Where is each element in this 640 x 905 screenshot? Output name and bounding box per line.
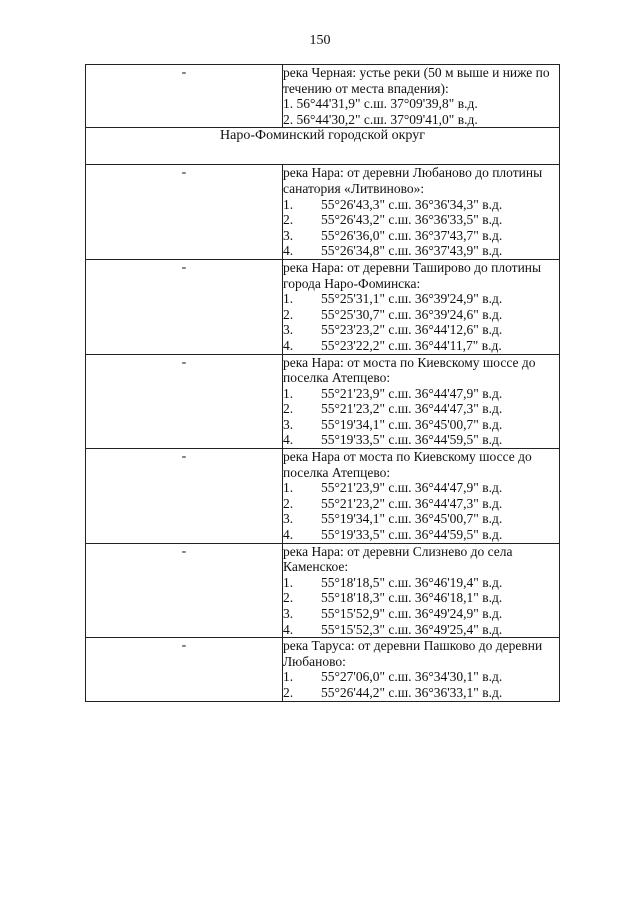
row-content [283,449,560,544]
coordinate-line [283,669,559,685]
table-body [86,65,560,702]
row-content [283,354,560,449]
row-marker: - [86,449,283,544]
coordinate-number: 1. [283,291,294,307]
coordinate-line [283,197,559,213]
coordinate-line: 1. 56°44'31,9" с.ш. 37°09'39,8" в.д. [283,96,478,112]
coordinate-number: 2. [283,590,294,606]
coordinate-number: 2. [283,684,294,700]
river-description: река Нара: от деревни Любаново до плотины санатория «Литвиново»: [283,165,543,196]
section-row [86,128,560,165]
water-bodies-table [85,64,560,702]
coordinate-line [283,590,559,606]
table-row [86,638,560,701]
section-title: Наро-Фоминский городской округ [86,128,560,165]
coordinate-number: 4. [283,243,294,259]
coordinate-number: 3. [283,322,294,338]
coordinate-line [283,322,559,338]
table-row [86,165,560,260]
row-content [283,259,560,354]
row-content [283,65,560,128]
coordinate-number: 2. [283,495,294,511]
table-row [86,449,560,544]
table-row [86,354,560,449]
coordinate-value: 55°23'22,2" с.ш. 36°44'11,7" в.д. [321,337,502,353]
coordinate-value: 55°27'06,0" с.ш. 36°34'30,1" в.д. [321,669,503,685]
coordinate-number: 4. [283,621,294,637]
coordinate-number: 1. [283,480,294,496]
coordinate-number: 1. [283,669,294,685]
coordinate-value: 55°26'34,8" с.ш. 36°37'43,9" в.д. [321,243,503,259]
coordinate-line [283,622,559,638]
coordinate-value: 55°19'33,5" с.ш. 36°44'59,5" в.д. [321,527,503,543]
coordinate-number: 3. [283,511,294,527]
coordinate-number: 2. [283,306,294,322]
river-description: река Черная: устье реки (50 м выше и ниже по течению от места впадения): [283,65,550,96]
coordinate-line [283,606,559,622]
coordinate-value: 55°23'23,2" с.ш. 36°44'12,6" в.д. [321,322,503,338]
coordinate-line [283,527,559,543]
coordinate-line [283,338,559,354]
coordinate-value: 55°26'43,3" с.ш. 36°36'34,3" в.д. [321,196,503,212]
coordinate-number: 1. [283,385,294,401]
coordinate-value: 55°15'52,3" с.ш. 36°49'25,4" в.д. [321,621,503,637]
coordinate-line [283,243,559,259]
coordinate-number: 3. [283,416,294,432]
row-marker: - [86,259,283,354]
river-description: река Нара от моста по Киевскому шоссе до поселка Атепцево: [283,449,532,480]
coordinate-value: 55°21'23,9" с.ш. 36°44'47,9" в.д. [321,480,503,496]
river-description: река Нара: от деревни Слизнево до села Каменское: [283,543,513,575]
river-description: река Нара: от деревни Таширово до плотины города Наро-Фоминска: [283,259,542,291]
table-row [86,543,560,638]
row-marker: - [86,165,283,260]
coordinate-value: 55°19'34,1" с.ш. 36°45'00,7" в.д. [321,416,503,432]
coordinate-value: 55°21'23,9" с.ш. 36°44'47,9" в.д. [321,385,503,401]
coordinate-line [283,417,559,433]
coordinate-line [283,685,559,701]
table-row [86,259,560,354]
coordinate-value: 55°26'44,2" с.ш. 36°36'33,1" в.д. [321,684,503,700]
coordinate-number: 2. [283,401,294,417]
coordinate-value: 55°26'43,2" с.ш. 36°36'33,5" в.д. [321,212,503,228]
coordinate-number: 4. [283,432,294,448]
coordinate-line [283,496,559,512]
coordinate-number: 3. [283,606,294,621]
coordinate-number: 2. [283,212,294,228]
coordinate-number: 1. [283,574,294,590]
coordinate-value: 55°21'23,2" с.ш. 36°44'47,3" в.д. [321,401,503,417]
coordinate-line [283,575,559,591]
coordinate-value: 55°26'36,0" с.ш. 36°37'43,7" в.д. [321,227,503,243]
coordinate-line [283,511,559,527]
coordinate-line [283,480,559,496]
page-number: 150 [309,33,331,48]
coordinate-value: 55°18'18,5" с.ш. 36°46'19,4" в.д. [321,574,503,590]
coordinate-value: 55°25'31,1" с.ш. 36°39'24,9" в.д. [321,291,503,307]
table-row [86,65,560,128]
coordinate-number: 4. [283,337,294,353]
coordinate-line [283,386,559,402]
coordinate-line: 2. 56°44'30,2" с.ш. 37°09'41,0" в.д. [283,111,478,127]
coordinate-value: 55°15'52,9" с.ш. 36°49'24,9" в.д. [321,606,503,621]
river-description: река Нара: от моста по Киевскому шоссе до поселка Атепцево: [283,354,536,386]
coordinate-value: 55°21'23,2" с.ш. 36°44'47,3" в.д. [321,495,503,511]
coordinate-value: 55°18'18,3" с.ш. 36°46'18,1" в.д. [321,590,503,606]
coordinate-value: 55°25'30,7" с.ш. 36°39'24,6" в.д. [321,306,503,322]
row-marker: - [86,543,283,638]
row-marker: - [86,354,283,449]
coordinate-line [283,432,559,448]
row-content [283,165,560,260]
row-marker: - [86,638,283,701]
row-marker: - [86,65,283,128]
coordinate-line [283,401,559,417]
coordinate-value: 55°19'33,5" с.ш. 36°44'59,5" в.д. [321,432,503,448]
coordinate-number: 3. [283,227,294,243]
coordinate-value: 55°19'34,1" с.ш. 36°45'00,7" в.д. [321,511,503,527]
coordinate-line [283,212,559,228]
coordinate-line [283,228,559,244]
coordinate-line [283,291,559,307]
river-description: река Таруса: от деревни Пашково до деревни Любаново: [283,638,543,669]
coordinate-line [283,307,559,323]
row-content [283,638,560,701]
coordinate-number: 1. [283,196,294,212]
row-content [283,543,560,638]
coordinate-number: 4. [283,527,294,543]
